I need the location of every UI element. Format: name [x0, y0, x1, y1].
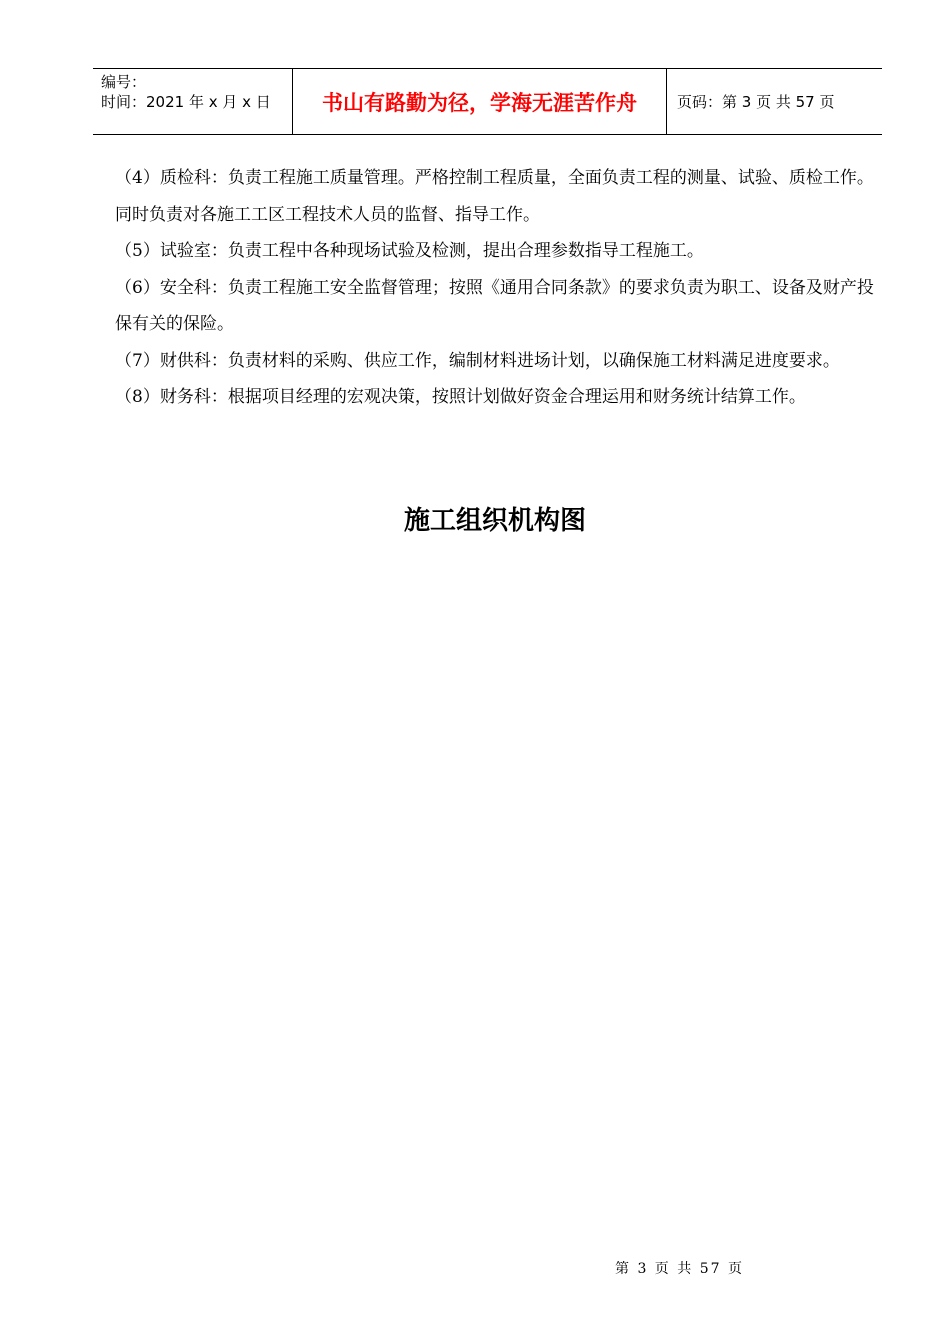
paragraph-finance-dept: （8）财务科：根据项目经理的宏观决策，按照计划做好资金合理运用和财务统计结算工作。 [115, 387, 806, 407]
paragraph-quality-dept: （4）质检科：负责工程施工质量管理。严格控制工程质量，全面负责工程的测量、试验、质检工作。同时负责对各施工工区工程技术人员的监督、指导工作。 [115, 168, 874, 225]
header-motto-cell [293, 69, 667, 134]
header-motto: 书山有路勤为径，学海无涯苦作舟 [322, 90, 637, 115]
paragraph-safety-dept: （6）安全科：负责工程施工安全监督管理；按照《通用合同条款》的要求负责为职工、设备及财产投保有关的保险。 [115, 277, 874, 334]
body-text [115, 160, 875, 416]
paragraph-lab: （5）试验室：负责工程中各种现场试验及检测，提出合理参数指导工程施工。 [115, 241, 704, 261]
header-page-cell [667, 69, 882, 134]
header-page-number: 页码：第 3 页 共 57 页 [677, 93, 835, 111]
document-time-label: 时间：2021 年 x 月 x 日 [101, 93, 271, 111]
document-number-label: 编号： [101, 73, 147, 91]
page-footer: 第 3 页 共 57 页 [615, 1261, 744, 1277]
header-info-cell [93, 69, 293, 134]
page-header [93, 68, 882, 135]
section-title: 施工组织机构图 [403, 506, 586, 536]
paragraph-supply-dept: （7）财供科：负责材料的采购、供应工作，编制材料进场计划，以确保施工材料满足进度要求。 [115, 350, 840, 371]
